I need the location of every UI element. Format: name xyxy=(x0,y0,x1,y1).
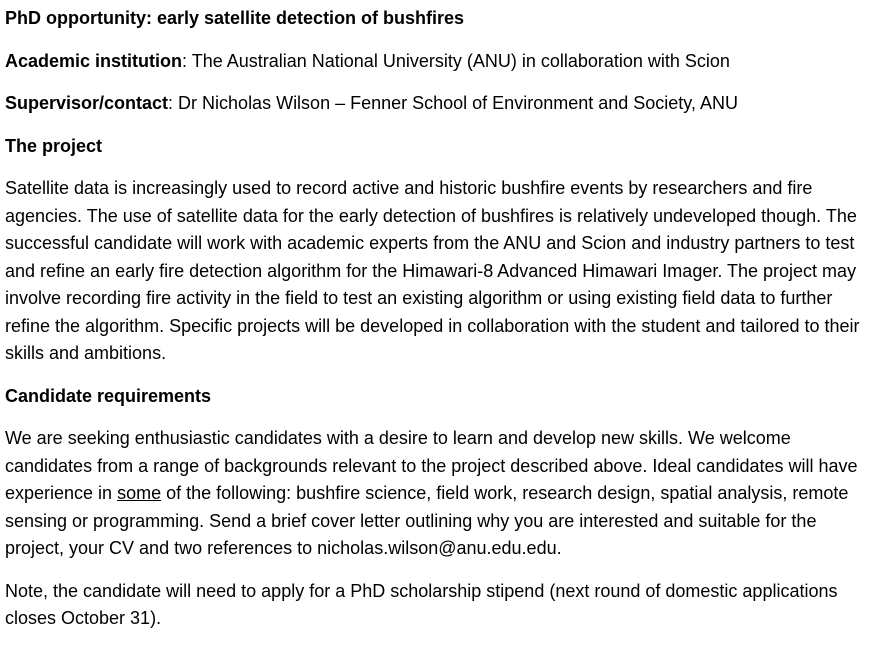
supervisor-value: : Dr Nicholas Wilson – Fenner School of Environment and Society, ANU xyxy=(168,93,738,113)
institution-value: : The Australian National University (ANU) in collaboration with Scion xyxy=(182,50,730,71)
project-paragraph: Satellite data is increasingly used to record active and historic bushfire events by researchers and fire agencies. The use of satellite data for the early detection of bushfires is relatively undeveloped though. The successful candidate will work with academic experts from the ANU and Scion and industry partners to test and refine an early fire detection algorithm for the Himawari-8 Advanced Himawari Imager. The project may involve recording fire activity in the field to test an existing algorithm or using existing field data to further refine the algorithm. Specific projects will be developed in collaboration with the student and tailored to their skills and ambitions. xyxy=(5,178,860,363)
institution-label: Academic institution xyxy=(5,50,183,71)
supervisor-label: Supervisor/contact xyxy=(5,93,169,113)
requirements-paragraph xyxy=(5,425,861,563)
requirements-heading: Candidate requirements xyxy=(5,385,212,406)
project-heading: The project xyxy=(5,135,103,156)
institution-line xyxy=(5,48,861,76)
document-title: PhD opportunity: early satellite detection of bushfires xyxy=(5,8,465,28)
supervisor-line xyxy=(5,90,861,118)
requirements-text-before: We are seeking enthusiastic candidates with a desire to learn and develop new skills. We welcome candidates from a range of backgrounds relevant to the project described above. Ideal candidates will have experience in xyxy=(5,428,858,503)
requirements-text-after: of the following: bushfire science, field work, research design, spatial analysis, remote sensing or programming. Send a brief cover letter outlining why you are interested and suitable for the project, your CV and two references to nicholas.wilson@anu.edu.edu. xyxy=(5,483,849,558)
requirements-underlined-word: some xyxy=(117,483,162,503)
note-paragraph: Note, the candidate will need to apply for a PhD scholarship stipend (next round of domestic applications closes October 31). xyxy=(5,580,838,628)
